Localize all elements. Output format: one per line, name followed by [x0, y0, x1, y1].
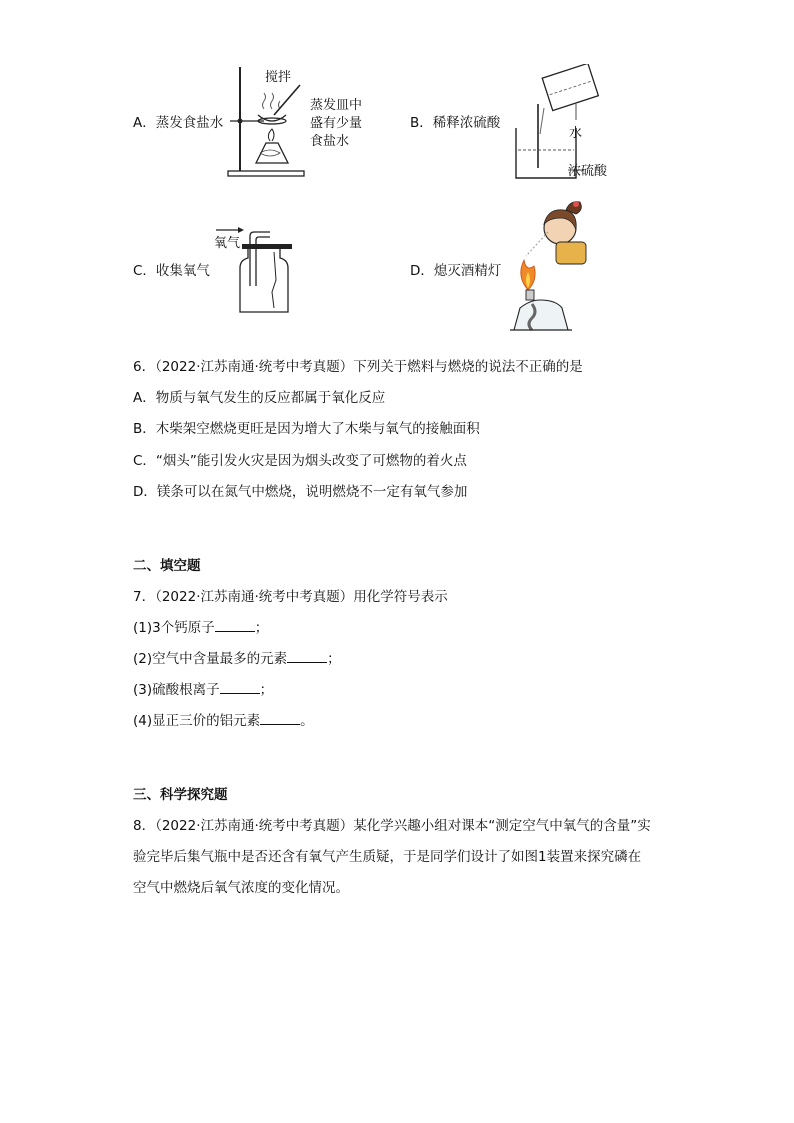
q6-option-c: C．“烟头”能引发火灾是因为烟头改变了可燃物的着火点: [133, 453, 467, 469]
q6-stem: 6．（2022·江苏南通·统考中考真题）下列关于燃料与燃烧的说法不正确的是: [133, 359, 583, 375]
q6-option-d: D．镁条可以在氮气中燃烧，说明燃烧不一定有氧气参加: [133, 484, 468, 500]
q7-answer-blank-1[interactable]: [215, 619, 255, 632]
section-heading-fill-in: 二、填空题: [133, 558, 201, 574]
q7-part-1-text: (1)3个钙原子: [133, 620, 215, 636]
q7-part-1-end: ；: [254, 620, 269, 636]
q7-part-1: [133, 619, 268, 637]
extinguish-alcohol-lamp-figure: [504, 196, 596, 336]
option-d-text: D．熄灭酒精灯: [410, 263, 502, 279]
q7-part-3: [133, 681, 273, 699]
q7-part-4: [133, 712, 314, 730]
label-conc-sulfuric-acid: 浓硫酸: [568, 164, 608, 179]
q7-part-2-end: ；: [327, 651, 341, 667]
q6-option-a: A．物质与氧气发生的反应都属于氧化反应: [133, 390, 386, 406]
q8-line-3: 空气中燃烧后氧气浓度的变化情况。: [133, 880, 349, 896]
label-stir: 搅拌: [265, 70, 292, 85]
q7-answer-blank-3[interactable]: [220, 681, 260, 694]
q8-line-2: 验完毕后集气瓶中是否还含有氧气产生质疑，于是同学们设计了如图1装置来探究磷在: [133, 849, 642, 865]
q7-part-2: [133, 650, 341, 668]
section-heading-science-inquiry: 三、科学探究题: [133, 787, 228, 803]
q7-stem: 7．（2022·江苏南通·统考中考真题）用化学符号表示: [133, 589, 448, 605]
q7-part-2-text: (2)空气中含量最多的元素: [133, 651, 288, 667]
q6-option-b: B．木柴架空燃烧更旺是因为增大了木柴与氧气的接触面积: [133, 421, 480, 437]
option-b-text: B．稀释浓硫酸: [410, 115, 501, 131]
q8-line-1: 8．（2022·江苏南通·统考中考真题）某化学兴趣小组对课本“测定空气中氧气的含量”实: [133, 818, 651, 834]
q7-part-3-end: ；: [259, 682, 274, 698]
label-dish-line-2: 盛有少量: [310, 116, 363, 131]
q7-part-4-end: 。: [300, 713, 314, 729]
label-oxygen: 氧气: [214, 236, 241, 251]
option-a-text: A．蒸发食盐水: [133, 115, 224, 131]
q7-part-3-text: (3)硫酸根离子: [133, 682, 220, 698]
q7-answer-blank-2[interactable]: [287, 650, 327, 663]
option-c-text: C．收集氧气: [133, 263, 210, 279]
q7-answer-blank-4[interactable]: [260, 712, 300, 725]
label-dish-line-1: 蒸发皿中: [310, 98, 363, 113]
label-water: 水: [569, 126, 583, 141]
q7-part-4-text: (4)显正三价的铝元素: [133, 713, 261, 729]
label-dish-line-3: 食盐水: [310, 134, 350, 149]
